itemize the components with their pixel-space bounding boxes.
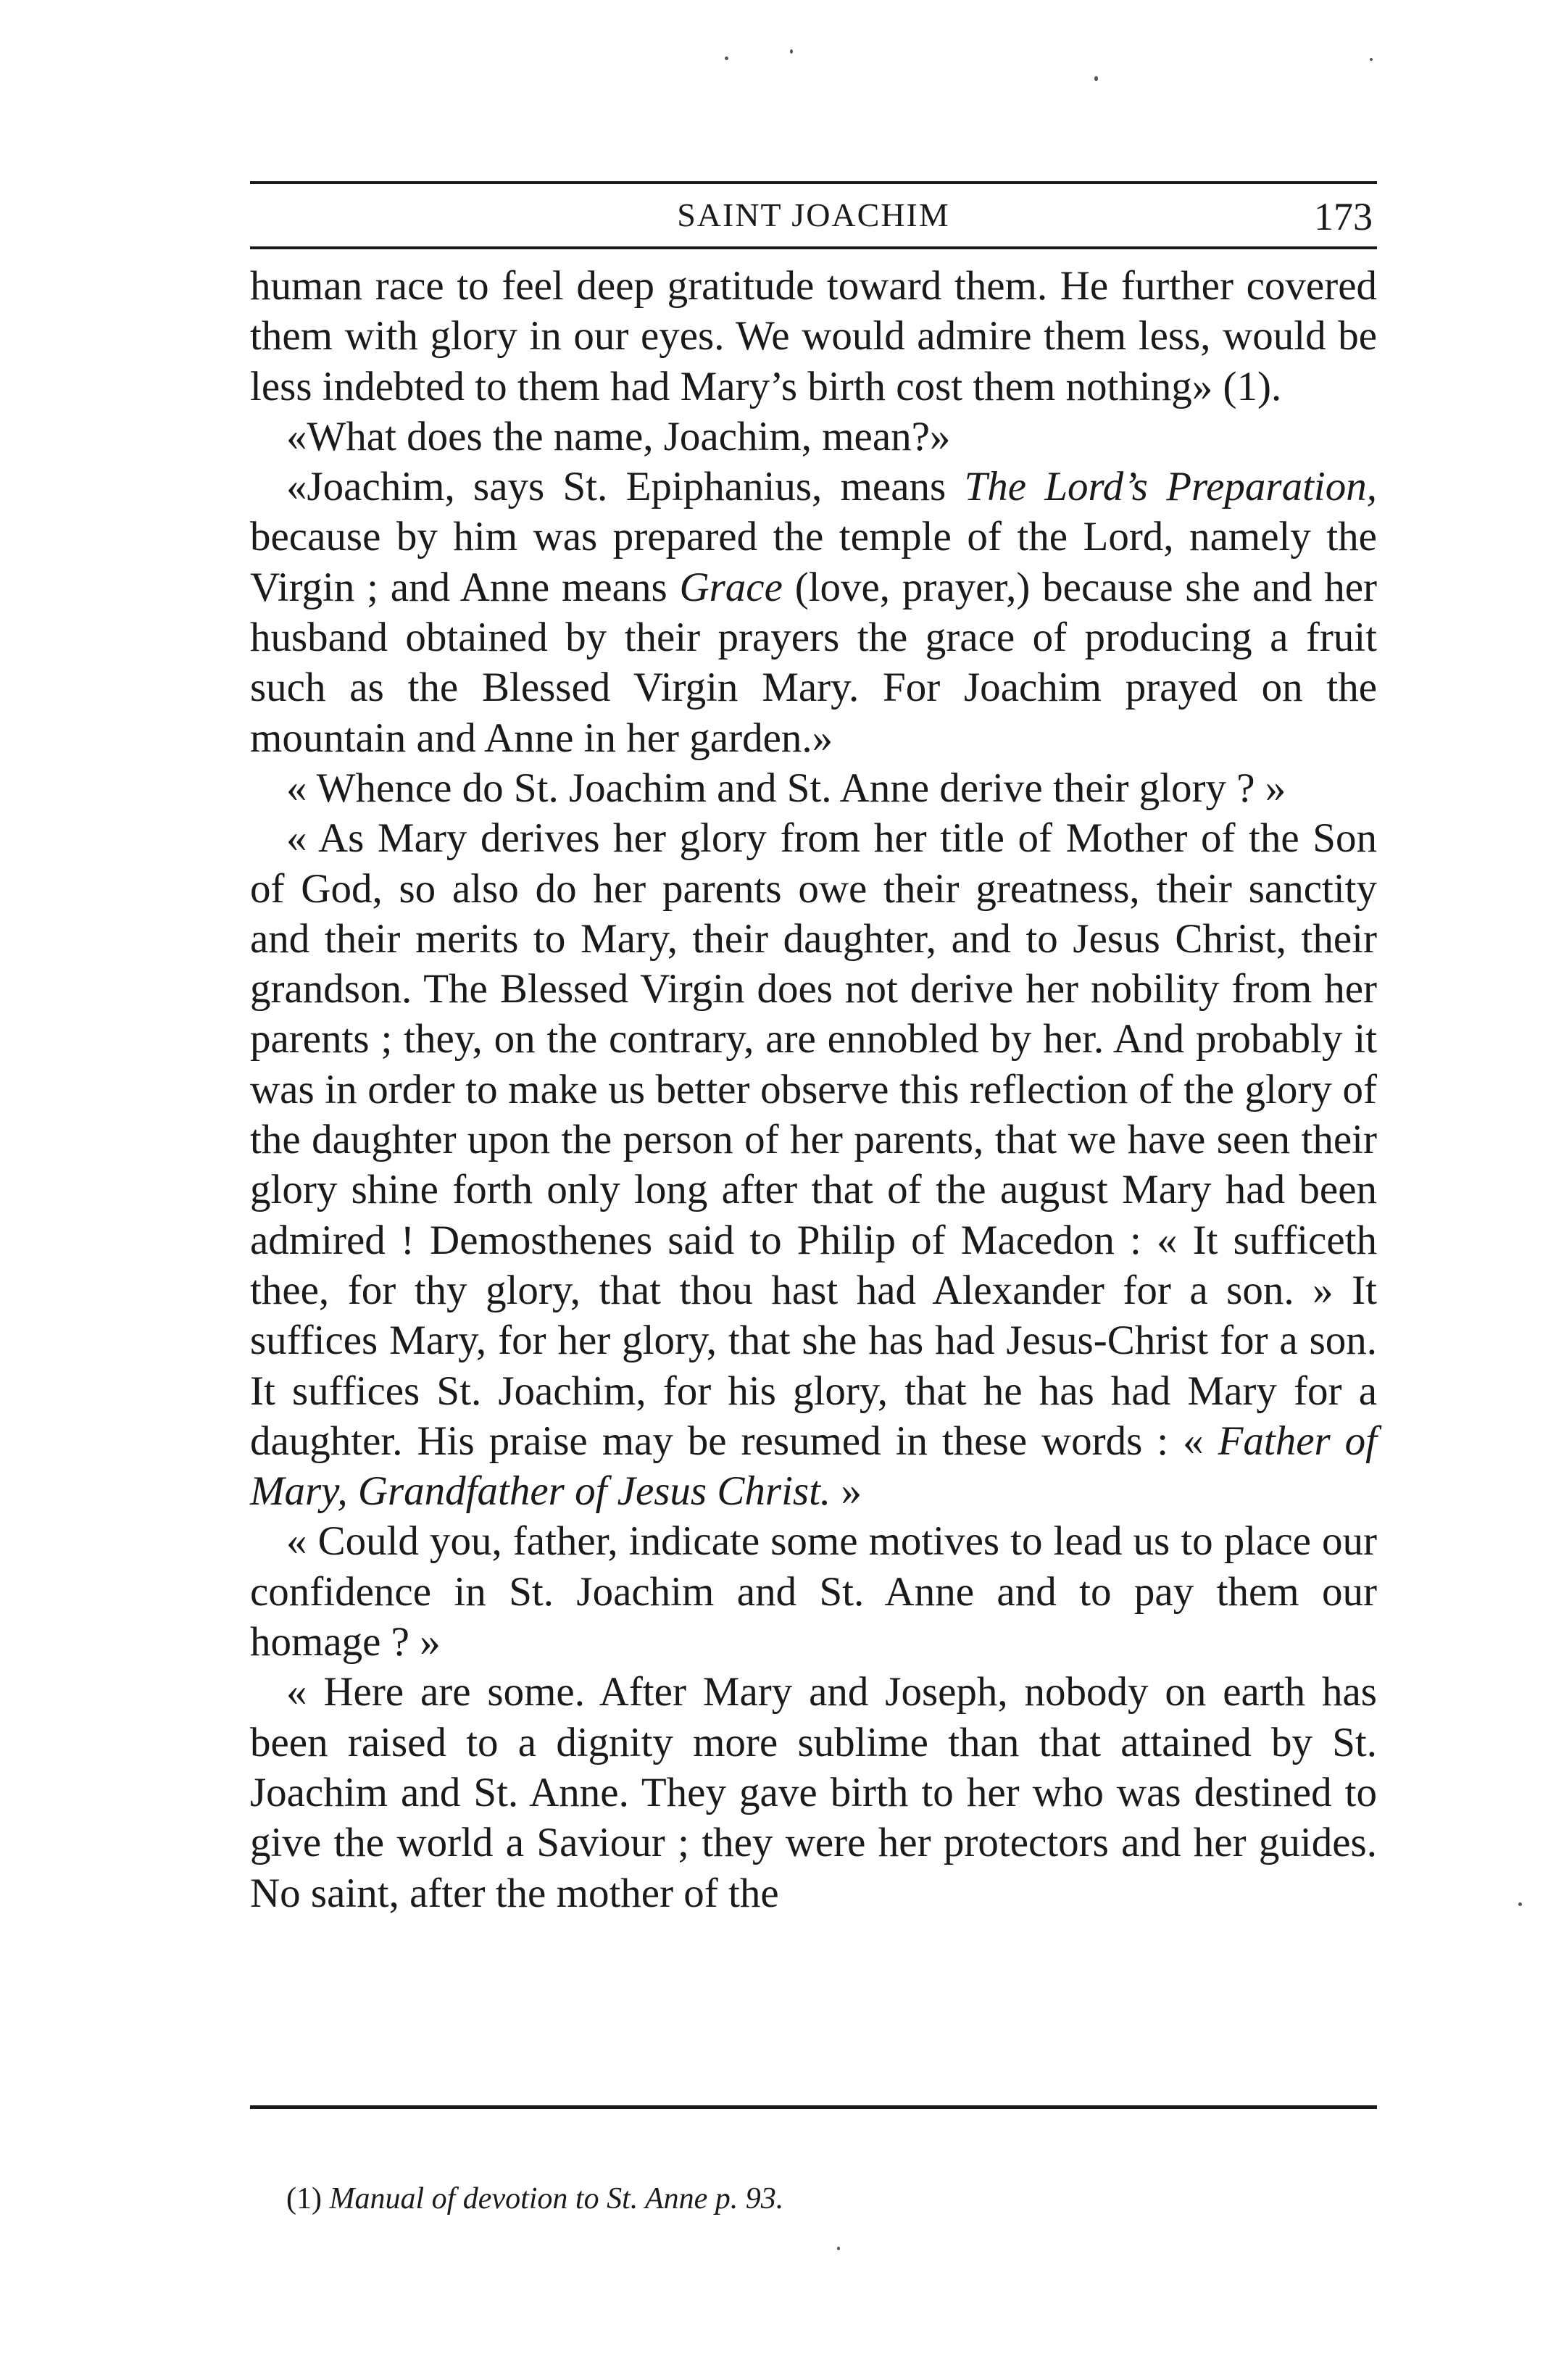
scan-speck xyxy=(725,57,728,60)
scan-speck xyxy=(1370,58,1373,61)
text-run: «Joachim, says St. Epiphanius, means xyxy=(286,464,965,510)
scan-speck xyxy=(790,49,793,54)
paragraph xyxy=(250,412,1377,462)
italic-text: The Lord’s Preparation, xyxy=(964,464,1377,510)
page-number: 173 xyxy=(1314,195,1373,238)
text-run: « As Mary derives her glory from her title of Mother of the Son of God, so also do her parents owe their greatness, their sanctity and their merits to Mary, their daughter, and to Jesus Christ, their grandson. The Blessed Virgin does not derive her nobility from her parents ; they, on the contrary, are ennobled by her. And probably it was in order to make us better observe this reflection of the glory of the daughter upon the person of her parents, that we have seen their glory shine forth only long after that of the august Mary had been admired ! Demosthenes said to Philip of Macedon : « It sufficeth thee, for thy glory, that thou hast had Alexander for a son. » It suffices Mary, for her glory, that she has had Jesus-Christ for a son. It suffices St. Joachim, for his glory, that he has had Mary for a daughter. His praise may be resumed in these words : « xyxy=(250,815,1377,1464)
footnote-rule xyxy=(250,2105,1377,2109)
paragraph xyxy=(250,1516,1377,1667)
running-title: SAINT JOACHIM xyxy=(677,196,950,233)
paragraph xyxy=(250,813,1377,1516)
italic-text: Father of Mary, Grandfather of Jesus Christ. xyxy=(250,1418,1377,1515)
paragraph xyxy=(250,1667,1377,1918)
body-text xyxy=(250,261,1377,1918)
scan-speck xyxy=(1518,1902,1522,1906)
text-run: « Could you, father, indicate some motives to lead us to place our confidence in St. Joachim and St. Anne and to pay them our homage ? » xyxy=(250,1518,1377,1665)
text-run: because by him was prepared the temple of the Lord, namely the Virgin ; and Anne means xyxy=(250,514,1377,610)
text-run: « Whence do St. Joachim and St. Anne derive their glory ? » xyxy=(286,765,1286,811)
text-run: « Here are some. After Mary and Joseph, nobody on earth has been raised to a dignity more sublime than that attained by St. Joachim and St. Anne. They gave birth to her who was destined to give the world a Saviour ; they were her protectors and her guides. No saint, after the mother of the xyxy=(250,1669,1377,1916)
top-rule xyxy=(250,181,1377,184)
paragraph xyxy=(250,462,1377,763)
text-run: human race to feel deep gratitude toward them. He further covered them with glory in our eyes. We would admire them less, would be less indebted to them had Mary’s birth cost them nothing» (1). xyxy=(250,263,1377,409)
text-run: (love, prayer,) because she and her husband obtained by their prayers the grace of producing a fruit such as the Blessed Virgin Mary. For Joachim prayed on the mountain and Anne in her garden.» xyxy=(250,564,1377,761)
footnote xyxy=(286,2181,1373,2216)
scan-speck xyxy=(1094,76,1098,81)
footnote-text: Manual of devotion to St. Anne p. 93. xyxy=(329,2182,784,2215)
paragraph xyxy=(250,261,1377,412)
paragraph xyxy=(250,763,1377,813)
running-head xyxy=(250,190,1377,241)
footnote-mark: (1) xyxy=(286,2182,322,2215)
scan-speck xyxy=(837,2247,840,2250)
italic-text: Grace xyxy=(679,564,783,610)
text-run: «What does the name, Joachim, mean?» xyxy=(286,413,951,459)
text-run: » xyxy=(831,1468,862,1515)
header-rule xyxy=(250,246,1377,249)
